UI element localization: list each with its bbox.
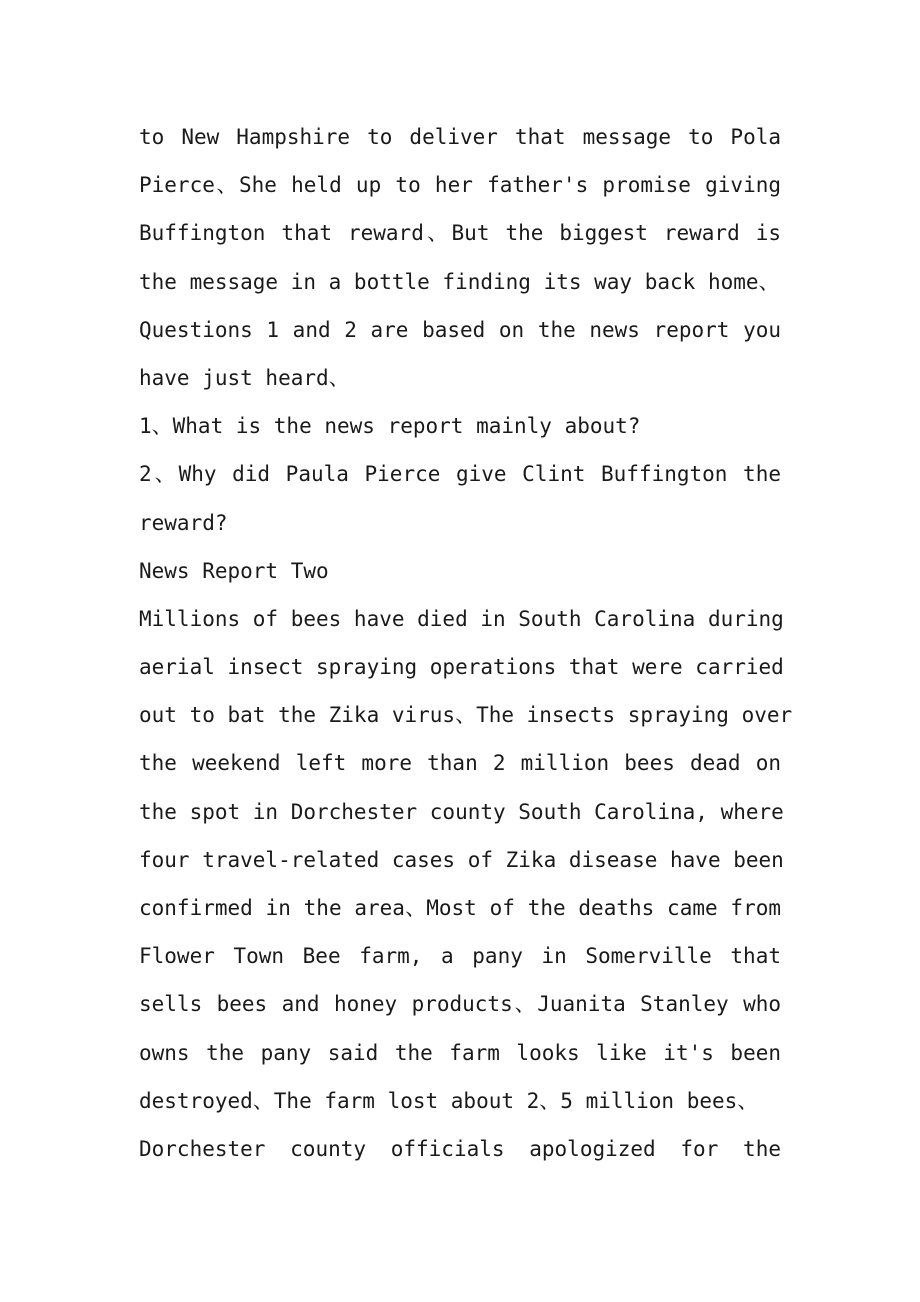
question-2-continued: reward? xyxy=(139,510,228,535)
question-intro-line: Questions 1 and 2 are based on the news report you xyxy=(139,317,781,342)
text-line: destroyed、The farm lost about 2、5 million bees、 xyxy=(139,1088,759,1113)
text-line: Millions of bees have died in South Carolina during xyxy=(139,606,784,631)
text-line: Pierce、She held up to her father's promise giving xyxy=(139,173,781,198)
text-line: Buffington that reward、But the biggest reward is xyxy=(139,221,781,246)
text-line: owns the pany said the farm looks like it's been xyxy=(139,1040,781,1065)
text-line: the spot in Dorchester county South Carolina, where xyxy=(139,799,784,824)
text-line: out to bat the Zika virus、The insects spraying over xyxy=(139,703,793,728)
question-2: 2、Why did Paula Pierce give Clint Buffington the xyxy=(139,462,781,487)
text-line: confirmed in the area、Most of the deaths came from xyxy=(139,896,781,920)
text-line: sells bees and honey products、Juanita Stanley who xyxy=(139,992,781,1017)
question-1: 1、What is the news report mainly about? xyxy=(139,414,641,439)
text-line: the weekend left more than 2 million bees dead on xyxy=(139,751,781,776)
text-line: four travel-related cases of Zika disease have been xyxy=(139,847,784,872)
text-line: Flower Town Bee farm, a pany in Somerville that xyxy=(139,944,781,969)
text-line: aerial insect spraying operations that were carried xyxy=(139,655,784,680)
text-line: the message in a bottle finding its way back home、 xyxy=(139,269,780,294)
text-line: to New Hampshire to deliver that message to Pola xyxy=(139,125,781,149)
question-intro-line: have just heard、 xyxy=(139,365,350,390)
document-body xyxy=(139,113,793,1173)
section-heading: News Report Two xyxy=(139,558,329,583)
text-line: Dorchester county officials apologized for the xyxy=(139,1136,781,1161)
